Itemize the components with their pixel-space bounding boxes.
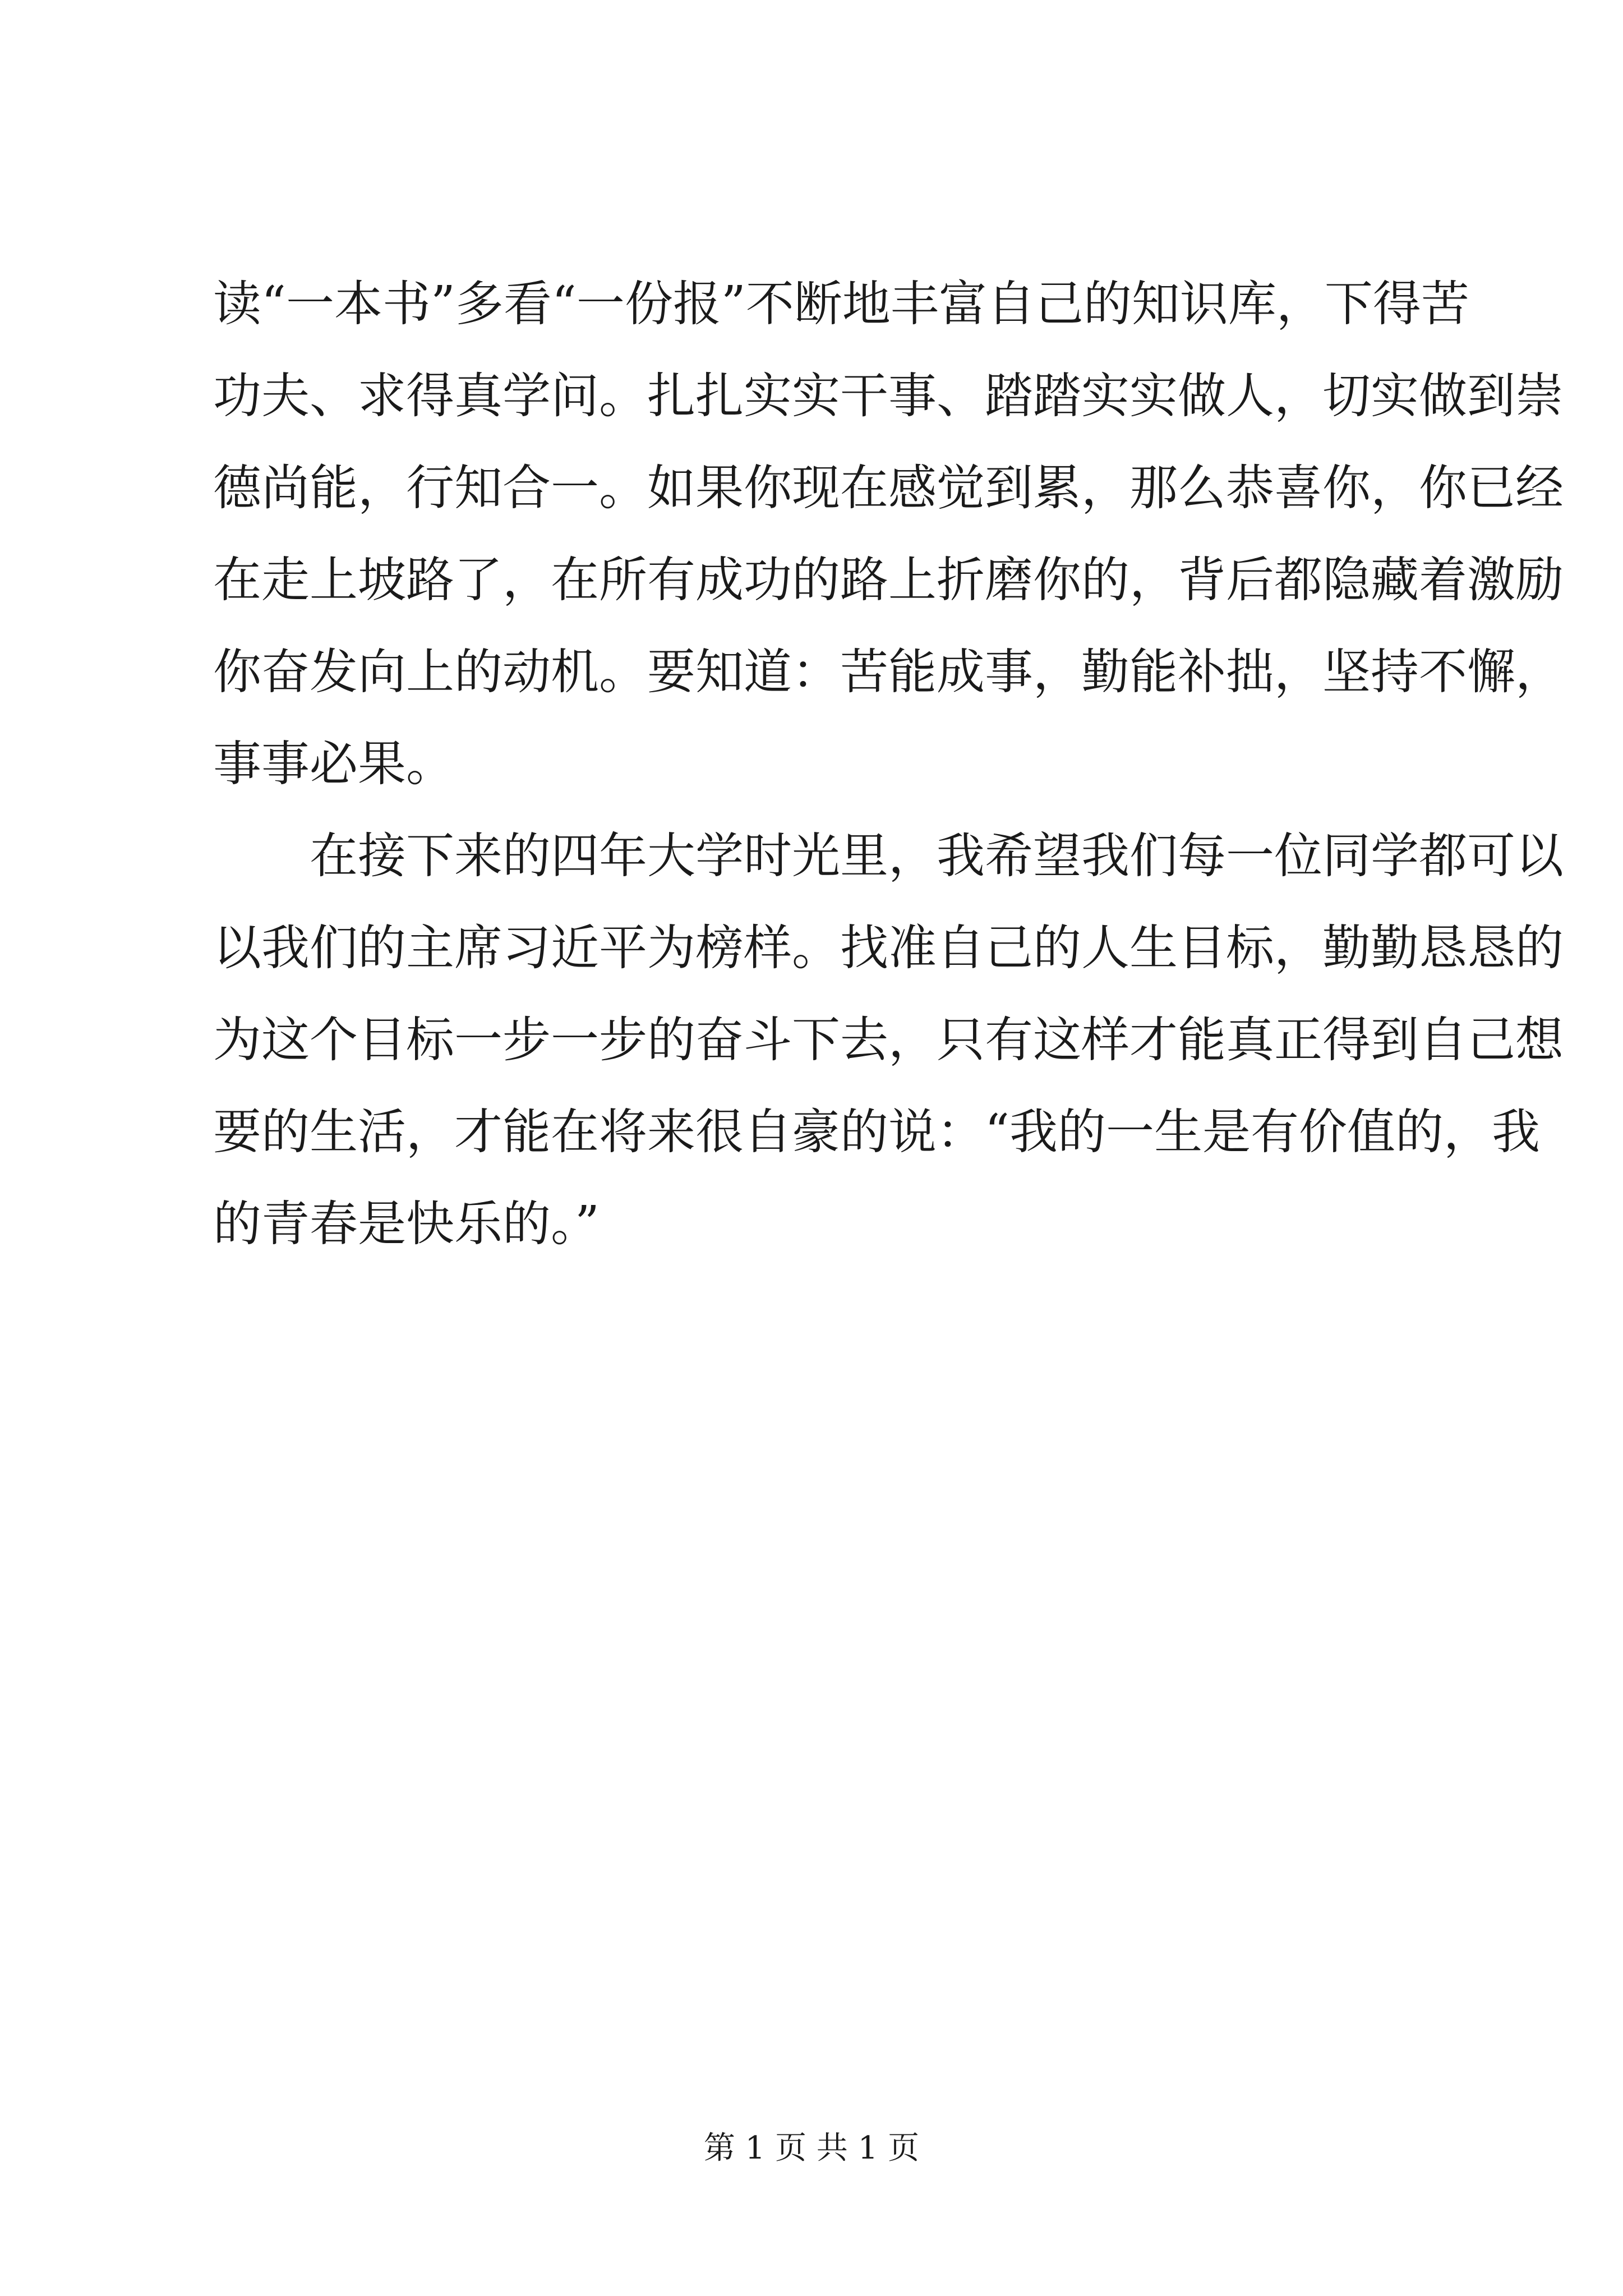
text-line: 在走上坡路了，在所有成功的路上折磨你的，背后都隐藏着激励 — [213, 552, 1564, 608]
page-footer: 第 1 页 共 1 页 — [703, 2130, 920, 2166]
document-body — [213, 258, 1564, 1270]
text-line: 要的生活，才能在将来很自豪的说：“我的一生是有价值的，我 — [213, 1104, 1540, 1160]
text-line: 事事必果。 — [213, 736, 454, 792]
text-line: 为这个目标一步一步的奋斗下去，只有这样才能真正得到自己想 — [213, 1012, 1564, 1068]
text-line: 的青春是快乐的。” — [213, 1196, 600, 1252]
text-line: 在接下来的四年大学时光里，我希望我们每一位同学都可以 — [310, 828, 1564, 884]
text-line: 读“一本书”多看“一份报”不断地丰富自己的知识库，下得苦 — [213, 276, 1469, 332]
text-line: 德尚能，行知合一。如果你现在感觉到累，那么恭喜你，你已经 — [213, 460, 1564, 516]
text-line: 你奋发向上的动机。要知道：苦能成事，勤能补拙，坚持不懈， — [213, 644, 1564, 700]
text-line: 以我们的主席习近平为榜样。找准自己的人生目标，勤勤恳恳的 — [213, 920, 1564, 976]
paragraph — [213, 810, 1564, 1270]
text-line: 功夫、求得真学问。扎扎实实干事、踏踏实实做人，切实做到崇 — [213, 368, 1564, 424]
paragraph — [213, 258, 1564, 810]
